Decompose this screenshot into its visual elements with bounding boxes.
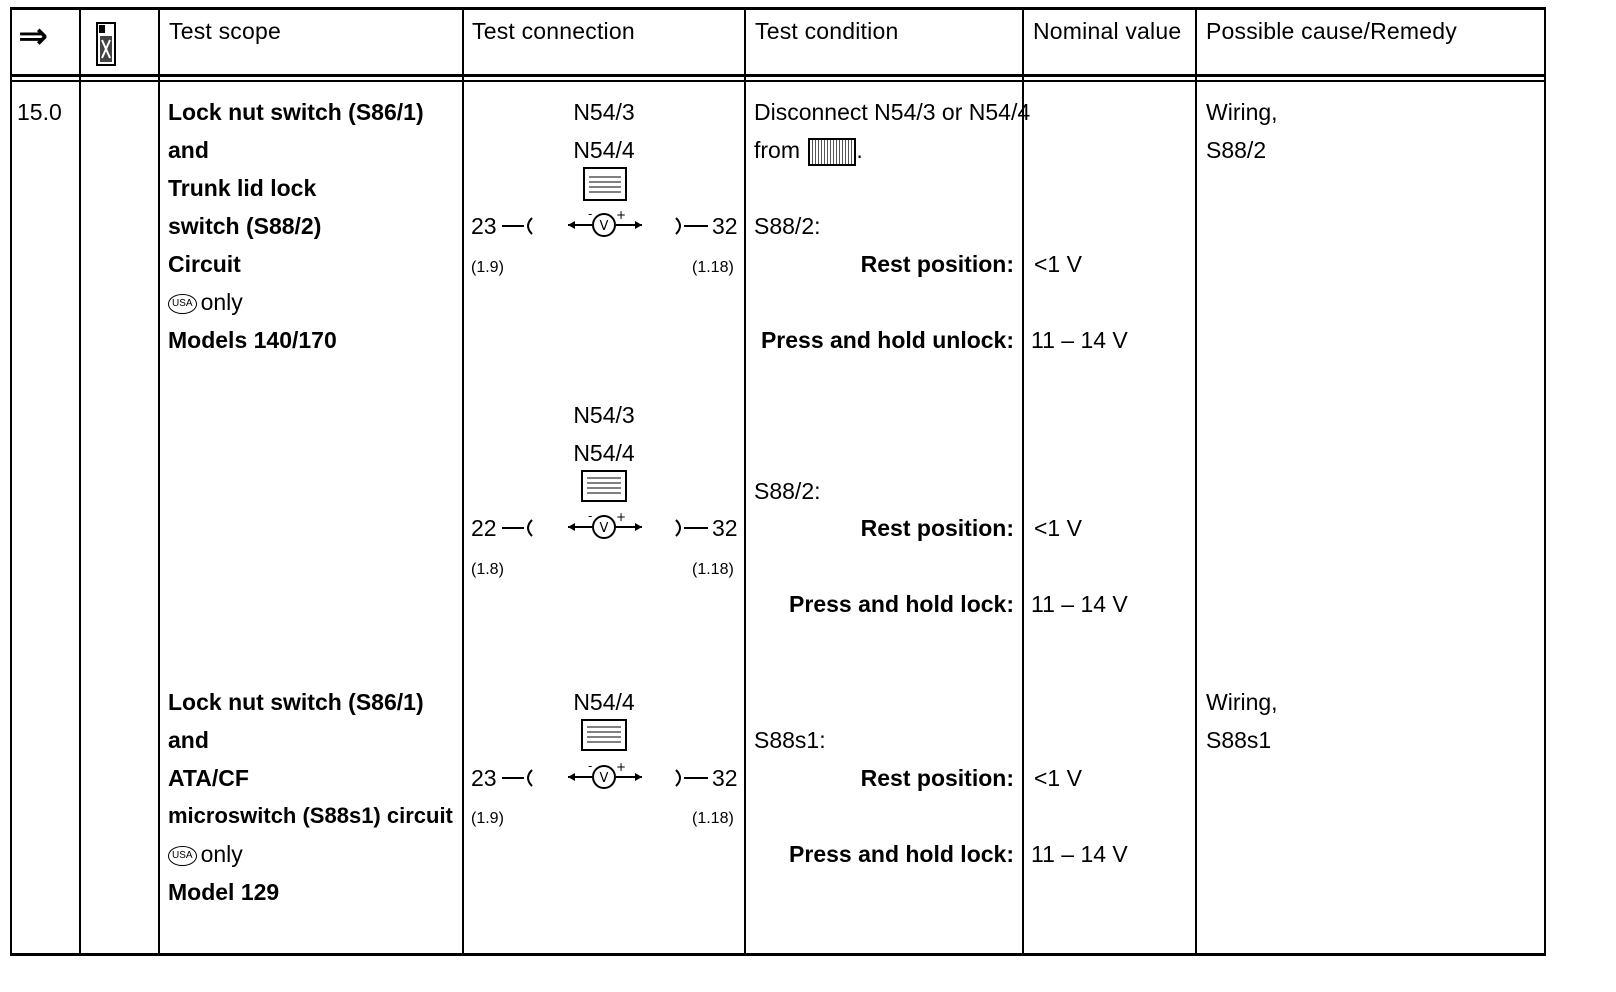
svg-text:+: + [616, 513, 627, 524]
left-pin: 23 [471, 765, 497, 791]
models-label: Models 140/170 [168, 327, 337, 353]
usa-only-note [168, 835, 243, 873]
condition-label: S88/2: [754, 478, 821, 504]
right-pin-sub: (1.18) [692, 810, 734, 827]
header-test-connection: Test connection [472, 18, 635, 44]
scope-line: Lock nut switch (S86/1) [168, 99, 424, 125]
cause-line: S88s1 [1206, 727, 1272, 753]
scope-line: Trunk lid lock [168, 175, 317, 201]
module-label: N54/4 [573, 689, 635, 715]
control-module-icon [808, 138, 856, 166]
cause-line: Wiring, [1206, 99, 1278, 125]
header-nominal-value: Nominal value [1033, 18, 1182, 44]
cause-line: S88/2 [1206, 137, 1267, 163]
condition-from: from . [754, 131, 863, 169]
condition-press: Press and hold unlock: [760, 327, 1014, 353]
svg-text:V: V [599, 771, 609, 786]
right-pin-sub: (1.18) [692, 561, 734, 578]
left-pin-sub: (1.8) [471, 561, 504, 578]
scope-line: and [168, 727, 209, 753]
left-connector-icon [500, 215, 544, 237]
nominal-press: 11 – 14 V [1031, 591, 1128, 617]
table-bottom-border [10, 953, 1546, 956]
nominal-press: 11 – 14 V [1031, 841, 1128, 867]
nominal-rest: <1 V [1034, 515, 1082, 541]
scope-line: ATA/CF [168, 765, 249, 791]
col-divider-6 [1195, 7, 1197, 956]
usa-badge-icon: USA [168, 846, 197, 866]
condition-rest: Rest position: [860, 515, 1014, 541]
header-bottom-border [10, 74, 1546, 77]
svg-text:+: + [616, 211, 627, 222]
control-module-icon [581, 470, 627, 502]
arrow-icon: ⇒ [18, 15, 49, 56]
nominal-rest: <1 V [1034, 765, 1082, 791]
cause-line: Wiring, [1206, 689, 1278, 715]
voltmeter-icon [566, 211, 644, 239]
header-possible-cause: Possible cause/Remedy [1206, 18, 1457, 44]
step-number: 15.0 [17, 99, 62, 125]
scope-line: microswitch (S88s1) circuit [168, 803, 453, 828]
left-pin: 22 [471, 515, 497, 541]
condition-press: Press and hold lock: [789, 841, 1014, 867]
col-divider-1 [79, 7, 81, 956]
condition-from-text: from [754, 137, 800, 163]
scope-line: Circuit [168, 251, 241, 277]
control-module-icon [583, 167, 627, 201]
left-pin-sub: (1.9) [471, 259, 504, 276]
module-label: N54/4 [573, 440, 635, 466]
right-connector-icon [670, 517, 714, 539]
svg-text:-: - [588, 211, 593, 221]
col-divider-5 [1022, 7, 1024, 956]
condition-rest: Rest position: [860, 251, 1014, 277]
voltmeter-icon [566, 513, 644, 541]
condition-press: Press and hold lock: [789, 591, 1014, 617]
left-connector-icon [500, 767, 544, 789]
col-divider-0 [10, 7, 12, 956]
voltmeter-icon [566, 763, 644, 791]
left-connector-icon [500, 517, 544, 539]
header-test-scope: Test scope [169, 18, 281, 44]
tester-icon [96, 22, 116, 71]
module-label: N54/3 [573, 99, 635, 125]
header-test-condition: Test condition [755, 18, 899, 44]
left-pin: 23 [471, 213, 497, 239]
scope-line: Lock nut switch (S86/1) [168, 689, 424, 715]
module-label: N54/4 [573, 137, 635, 163]
right-connector-icon [670, 767, 714, 789]
nominal-rest: <1 V [1034, 251, 1082, 277]
usa-only-text: only [200, 289, 243, 315]
usa-only-text: only [200, 841, 243, 867]
module-label: N54/3 [573, 402, 635, 428]
condition-label: S88/2: [754, 213, 821, 239]
condition-label: S88s1: [754, 727, 826, 753]
svg-text:-: - [588, 513, 593, 523]
models-label: Model 129 [168, 879, 280, 905]
col-divider-7 [1544, 7, 1546, 956]
control-module-icon [581, 719, 627, 751]
svg-text:+: + [616, 763, 627, 774]
svg-text:-: - [588, 763, 593, 773]
left-pin-sub: (1.9) [471, 810, 504, 827]
right-pin-sub: (1.18) [692, 259, 734, 276]
col-divider-2 [158, 7, 160, 956]
col-divider-4 [744, 7, 746, 956]
right-connector-icon [670, 215, 714, 237]
usa-only-note [168, 283, 243, 321]
scope-line: switch (S88/2) [168, 213, 322, 239]
condition-rest: Rest position: [860, 765, 1014, 791]
right-pin: 32 [712, 515, 738, 541]
nominal-press: 11 – 14 V [1031, 327, 1128, 353]
col-divider-3 [462, 7, 464, 956]
condition-intro: Disconnect N54/3 or N54/4 [754, 99, 1031, 125]
table-top-border [10, 7, 1546, 10]
usa-badge-icon: USA [168, 294, 197, 314]
svg-text:V: V [599, 219, 609, 234]
right-pin: 32 [712, 765, 738, 791]
header-bottom-border-2 [10, 80, 1546, 82]
svg-text:V: V [599, 521, 609, 536]
right-pin: 32 [712, 213, 738, 239]
scope-line: and [168, 137, 209, 163]
